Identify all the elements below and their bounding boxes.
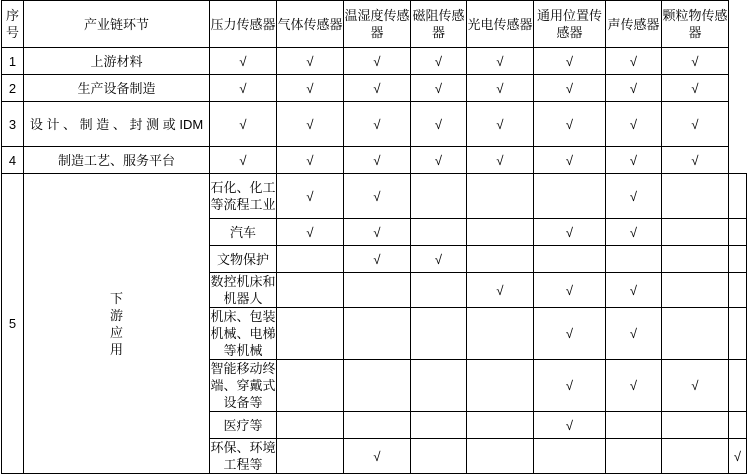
cell-empty [467, 360, 534, 412]
cell-check: √ [344, 439, 411, 474]
subcategory-name: 环保、环境工程等 [210, 440, 276, 472]
cell-check: √ [534, 147, 606, 174]
cell-empty [344, 360, 411, 412]
cell-empty [662, 174, 729, 219]
table-row [2, 75, 747, 102]
cell-empty [729, 360, 747, 412]
cell-empty [411, 308, 467, 360]
cell-check: √ [662, 48, 729, 75]
cell-check: √ [606, 102, 662, 147]
header-seq: 序号 [2, 1, 24, 48]
cell-check: √ [277, 102, 344, 147]
subcategory-name: 文物保护 [210, 246, 277, 273]
cell-check: √ [411, 147, 467, 174]
cell-check: √ [344, 246, 411, 273]
cell-check: √ [277, 48, 344, 75]
cell-empty [277, 439, 344, 474]
cell-empty [662, 246, 729, 273]
cell-check: √ [277, 174, 344, 219]
cell-empty [467, 174, 534, 219]
cell-empty [411, 439, 467, 474]
cell-empty [411, 219, 467, 246]
cell-check: √ [534, 102, 606, 147]
row-stage: 制造工艺、服务平台 [24, 147, 210, 174]
cell-empty [411, 360, 467, 412]
cell-check: √ [606, 360, 662, 412]
row-stage: 设 计 、 制 造 、 封 测 或 IDM [24, 102, 210, 147]
cell-check: √ [344, 75, 411, 102]
subcategory-name: 医疗等 [210, 412, 277, 439]
cell-check: √ [344, 102, 411, 147]
cell-check: √ [467, 75, 534, 102]
cell-check: √ [277, 75, 344, 102]
cell-check: √ [606, 219, 662, 246]
cell-empty [606, 412, 662, 439]
cell-check: √ [277, 147, 344, 174]
cell-check: √ [606, 174, 662, 219]
header-col-temp-humidity: 温湿度传感器 [344, 1, 411, 48]
cell-check: √ [210, 75, 277, 102]
cell-empty [729, 246, 747, 273]
cell-check: √ [729, 439, 747, 474]
cell-empty [662, 439, 729, 474]
cell-check: √ [606, 147, 662, 174]
row-seq: 2 [2, 75, 24, 102]
subcategory-name: 机床、包装机械、电梯等机械 [210, 309, 276, 358]
cell-empty [467, 308, 534, 360]
cell-check: √ [467, 273, 534, 308]
cell-empty [467, 246, 534, 273]
cell-empty [467, 412, 534, 439]
cell-empty [411, 273, 467, 308]
row-stage: 上游材料 [24, 48, 210, 75]
cell-empty [411, 412, 467, 439]
cell-empty [344, 273, 411, 308]
cell-check: √ [606, 273, 662, 308]
cell-empty [277, 360, 344, 412]
header-row [2, 1, 747, 48]
row-seq: 1 [2, 48, 24, 75]
cell-empty [606, 246, 662, 273]
table-header [2, 1, 747, 48]
cell-empty [729, 219, 747, 246]
group-label-char: 用 [109, 341, 123, 357]
cell-empty [534, 439, 606, 474]
header-col-gas: 气体传感器 [277, 1, 344, 48]
industry-chain-sensor-matrix [1, 0, 747, 474]
header-stage: 产业链环节 [24, 1, 210, 48]
group-label-char: 下 [109, 290, 123, 306]
table-row [2, 147, 747, 174]
cell-check: √ [344, 48, 411, 75]
row-seq: 3 [2, 102, 24, 147]
table-row [2, 48, 747, 75]
cell-check: √ [662, 102, 729, 147]
cell-empty [534, 174, 606, 219]
header-col-magnetoresistive: 磁阻传感器 [411, 1, 467, 48]
cell-empty [729, 174, 747, 219]
cell-check: √ [467, 147, 534, 174]
cell-check: √ [210, 147, 277, 174]
cell-check: √ [606, 75, 662, 102]
cell-empty [277, 308, 344, 360]
cell-empty [467, 439, 534, 474]
cell-empty [277, 412, 344, 439]
table-row [2, 174, 747, 219]
cell-check: √ [467, 102, 534, 147]
group-seq: 5 [2, 174, 24, 474]
cell-check: √ [534, 360, 606, 412]
cell-empty [729, 273, 747, 308]
cell-check: √ [662, 147, 729, 174]
subcategory-name: 数控机床和机器人 [210, 274, 276, 306]
cell-check: √ [534, 48, 606, 75]
header-col-photoelectric: 光电传感器 [467, 1, 534, 48]
cell-check: √ [344, 174, 411, 219]
header-col-acoustic: 声传感器 [606, 1, 662, 48]
cell-check: √ [534, 308, 606, 360]
cell-check: √ [210, 48, 277, 75]
cell-check: √ [534, 75, 606, 102]
cell-check: √ [344, 147, 411, 174]
cell-check: √ [606, 48, 662, 75]
cell-check: √ [534, 219, 606, 246]
cell-empty [662, 412, 729, 439]
cell-check: √ [411, 102, 467, 147]
cell-check: √ [411, 75, 467, 102]
cell-check: √ [411, 246, 467, 273]
cell-check: √ [344, 219, 411, 246]
cell-empty [277, 273, 344, 308]
row-seq: 4 [2, 147, 24, 174]
table-row [2, 102, 747, 147]
cell-empty [411, 174, 467, 219]
cell-empty [277, 246, 344, 273]
cell-empty [534, 246, 606, 273]
cell-empty [606, 439, 662, 474]
header-col-particulate: 颗粒物传感器 [662, 1, 729, 48]
cell-empty [344, 308, 411, 360]
cell-empty [729, 412, 747, 439]
cell-empty [344, 412, 411, 439]
cell-empty [662, 273, 729, 308]
cell-check: √ [662, 360, 729, 412]
cell-empty [662, 219, 729, 246]
header-col-pressure: 压力传感器 [210, 1, 277, 48]
subcategory-name: 石化、化工等流程工业 [210, 174, 277, 219]
cell-check: √ [534, 273, 606, 308]
row-stage: 生产设备制造 [24, 75, 210, 102]
header-col-position: 通用位置传感器 [534, 1, 606, 48]
table-body [2, 48, 747, 474]
cell-empty [662, 308, 729, 360]
subcategory-name: 汽车 [210, 219, 277, 246]
cell-check: √ [662, 75, 729, 102]
cell-empty [467, 219, 534, 246]
cell-check: √ [277, 219, 344, 246]
cell-check: √ [534, 412, 606, 439]
cell-check: √ [467, 48, 534, 75]
group-label [24, 174, 210, 474]
subcategory-name: 智能移动终端、穿戴式设备等 [210, 361, 276, 410]
cell-empty [729, 308, 747, 360]
group-label-char: 应 [109, 324, 123, 340]
cell-check: √ [210, 102, 277, 147]
cell-check: √ [606, 308, 662, 360]
cell-check: √ [411, 48, 467, 75]
group-label-char: 游 [109, 307, 123, 323]
